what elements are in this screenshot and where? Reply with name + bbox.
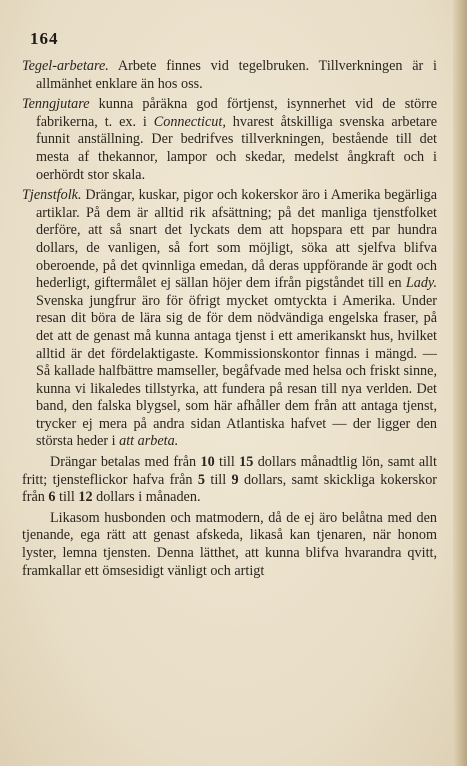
- emphasis: att arbeta.: [119, 433, 179, 450]
- wage-number: 9: [231, 471, 239, 488]
- wages-text: till: [219, 454, 235, 471]
- wage-number: 6: [48, 489, 56, 506]
- closing-paragraph: Likasom husbonden och matmodern, då de ej äro belåtna med den tjenande, ega rätt att genast afskeda, likaså kan tjenaren, när honom lyster, lemna tjensten. Denna lätthet, att kunna blifva hvarandra qvitt, framkallar ett ömsesidigt vänligt och artigt: [22, 509, 437, 579]
- entry-tjenstfolk: [22, 187, 437, 451]
- wages-text: dollars i månaden.: [96, 489, 201, 506]
- page-number: 164: [30, 29, 59, 48]
- wages-paragraph: [22, 454, 437, 507]
- entry-heading: Tjenstfolk.: [22, 187, 82, 204]
- italic-word: Lady.: [405, 275, 437, 292]
- page-edge: [453, 0, 467, 766]
- entry-tenngjutare: [22, 96, 437, 184]
- wages-text: till: [59, 489, 75, 506]
- wages-text: dollars månadtlig lön, samt allt fritt; tjensteflickor hafva från: [22, 454, 437, 488]
- entry-body: kunna påräkna god förtjenst, isynnerhet vid de större fabrikerna, t. ex. i: [36, 96, 437, 130]
- entry-body: Drängar, kuskar, pigor och kokerskor äro i Amerika begärliga artiklar. På dem är alltid rik afsättning; på det manliga tjenstfolket derföre, att så snart det lyckats dem att hopspara ett par hundra dollars, de vanligen, så fort som möjligt, söka att sjelfva blifva oberoende, på det qvinnliga emedan, då deras uppförande är godt och hederligt, giftermålet ej sällan höjer dem ifrån pigståndet till en: [36, 187, 438, 292]
- entry-tegel-arbetare: [22, 58, 437, 93]
- wages-text: Drängar betalas med från: [50, 454, 197, 471]
- wages-text: dollars, samt skickliga kokerskor från: [22, 471, 438, 506]
- wage-number: 10: [200, 454, 215, 471]
- entry-heading: Tegel-arbetare.: [22, 58, 109, 74]
- wages-text: till: [210, 471, 227, 488]
- wage-number: 12: [78, 489, 93, 506]
- entry-body: Arbete finnes vid tegelbruken. Tillverkningen är i allmänhet enklare än hos oss.: [36, 58, 437, 92]
- place-name: Connecticut,: [153, 113, 226, 130]
- wage-number: 5: [197, 471, 205, 488]
- page-text: [22, 58, 445, 580]
- entry-body: hvarest åtskilliga svenska arbetare funnit anställning. Der bedrifves tillverkningen, bestående till det mesta af thekannor, lampor och skedar, medelst ångkraft och i oerhördt stor skala.: [36, 113, 438, 183]
- wage-number: 15: [239, 454, 254, 471]
- entry-heading: Tenngjutare: [22, 96, 90, 113]
- entry-body: Svenska jungfrur äro för öfrigt mycket omtyckta i Amerika. Under resan dit böra de lära sig de för dem nödvändiga engelska fraser, på det att de genast må kunna antaga tjenst i ett amerikanskt hus, hvilket alltid är det fördelaktigaste. Kommissionskontor finnas i mängd. — Så kallade halfbättre mamseller, begåfvade med helsa och friskt sinne, kunna vi likaledes tillstyrka, att fundera på resan till nya verlden. Det band, den falska blygsel, som här afhåller dem från att antaga tjenst, trycker ej mera på andra sidan Atlantiska hafvet — der ligger den största heder i: [36, 292, 437, 450]
